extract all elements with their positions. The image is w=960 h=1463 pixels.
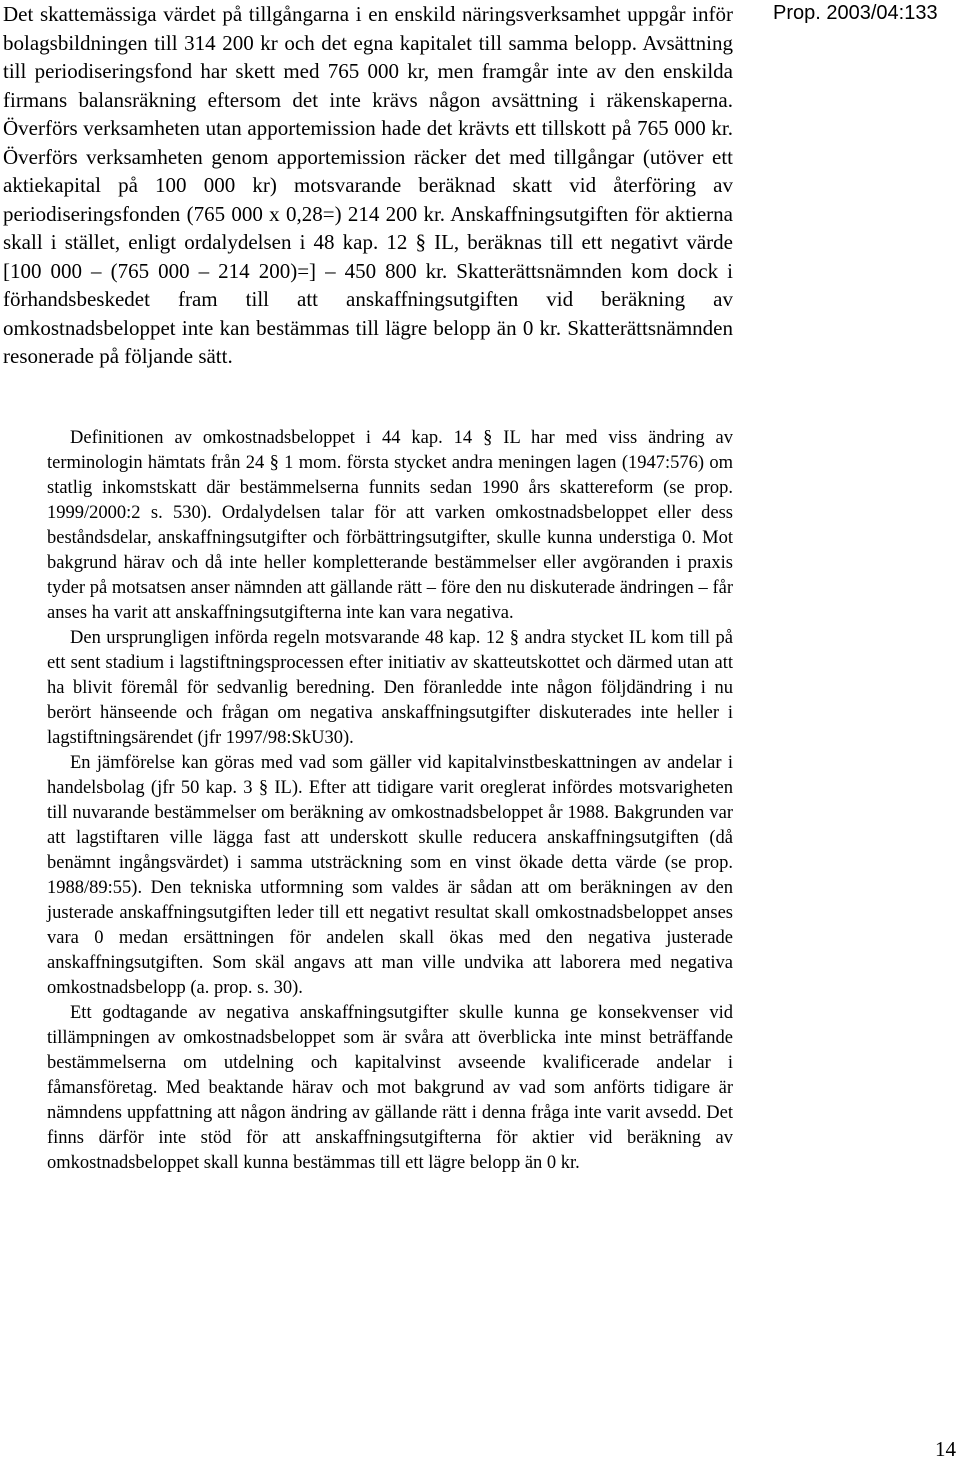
quote-paragraph-3: En jämförelse kan göras med vad som gäller vid kapitalvinstbeskattningen av andelar i handelsbolag (jfr 50 kap. 3 § IL). Efter att tidigare varit oreglerat infördes motsvarigheten till nuvarande bestämmelser om beräkning av omkostnadsbeloppet år 1988. Bakgrunden var att lagstiftaren ville lägga fast att underskott skulle reducera anskaffningsutgiften (då benämnt ingångsvärdet) i samma utsträckning som en vinst ökade detta värde (se prop. 1988/89:55). Den tekniska utformning som valdes är sådan att om beräkningen av den justerade anskaffningsutgiften leder till ett negativt resultat skall omkostnadsbeloppet anses vara 0 medan ersättningen för andelen skall ökas med den negativa justerade anskaffningsutgiften. Som skäl angavs att man ville undvika att laborera med negativa omkostnadsbelopp (a. prop. s. 30). <box>47 753 733 998</box>
quote-paragraph-1: Definitionen av omkostnadsbeloppet i 44 kap. 14 § IL har med viss ändring av terminologin hämtats från 24 § 1 mom. första stycket andra meningen lagen (1947:576) om statlig inkomstskatt där bestämmelserna funnits sedan 1990 års skattereform (se prop. 1999/2000:2 s. 530). Ordalydelsen talar för att varken omkostnadsbeloppet eller dess beståndsdelar, anskaffningsutgifter och förbättringsutgifter, skulle kunna understiga 0. Mot bakgrund härav och då inte heller kompletterande bestämmelser eller avgöranden i praxis tyder på motsatsen anser nämnden att gällande rätt – före den nu diskuterade ändringen – får anses ha varit att anskaffningsutgifterna inte kan vara negativa. <box>47 428 733 623</box>
quoted-reasoning <box>47 426 733 1176</box>
main-text <box>3 0 733 371</box>
page-number: 14 <box>935 1437 956 1461</box>
body-paragraph: Det skattemässiga värdet på tillgångarna i en enskild näringsverksamhet uppgår inför bolagsbildningen till 314 200 kr och det egna kapitalet till samma belopp. Avsättning till periodiseringsfond har skett med 765 000 kr, men framgår inte av den enskilda firmans balansräkning eftersom det inte krävs någon avsättning i räkenskaperna. Överförs verksamheten utan apportemission hade det krävts ett tillskott på 765 000 kr. Överförs verksamheten genom apportemission räcker det med tillgångar (utöver ett aktiekapital på 100 000 kr) motsvarande beräknad skatt vid återföring av periodiseringsfonden (765 000 x 0,28=) 214 200 kr. Anskaffningsutgiften för aktierna skall i stället, enligt ordalydelsen i 48 kap. 12 § IL, beräknas till ett negativt värde [100 000 – (765 000 – 214 200)=] – 450 800 kr. Skatterättsnämnden kom dock i förhandsbeskedet fram till att anskaffningsutgiften vid beräkning av omkostnadsbeloppet inte kan bestämmas till lägre belopp än 0 kr. Skatterättsnämnden resonerade på följande sätt. <box>3 2 733 368</box>
quote-paragraph-2: Den ursprungligen införda regeln motsvarande 48 kap. 12 § andra stycket IL kom till på ett sent stadium i lagstiftningsprocessen efter initiativ av skatteutskottet och därmed utan att ha blivit föremål för sedvanlig beredning. Den föranledde inte någon följdändring i nu berört hänseende och frågan om negativa anskaffningsutgifter diskuterades inte heller i lagstiftningsärendet (jfr 1997/98:SkU30). <box>47 628 733 748</box>
document-reference: Prop. 2003/04:133 <box>773 2 938 24</box>
quote-paragraph-4: Ett godtagande av negativa anskaffningsutgifter skulle kunna ge konsekvenser vid tillämpningen av omkostnadsbeloppet som är svåra att överblicka inte minst beträffande bestämmelserna om utdelning och kapitalvinst avseende kvalificerade andelar i fåmansföretag. Med beaktande härav och mot bakgrund av vad som anförts tidigare är nämndens uppfattning att någon ändring av gällande rätt i denna fråga inte varit avsedd. Det finns därför inte stöd för att anskaffningsutgifterna för aktier vid beräkning av omkostnadsbeloppet skall kunna bestämmas till ett lägre belopp än 0 kr. <box>47 1003 733 1173</box>
